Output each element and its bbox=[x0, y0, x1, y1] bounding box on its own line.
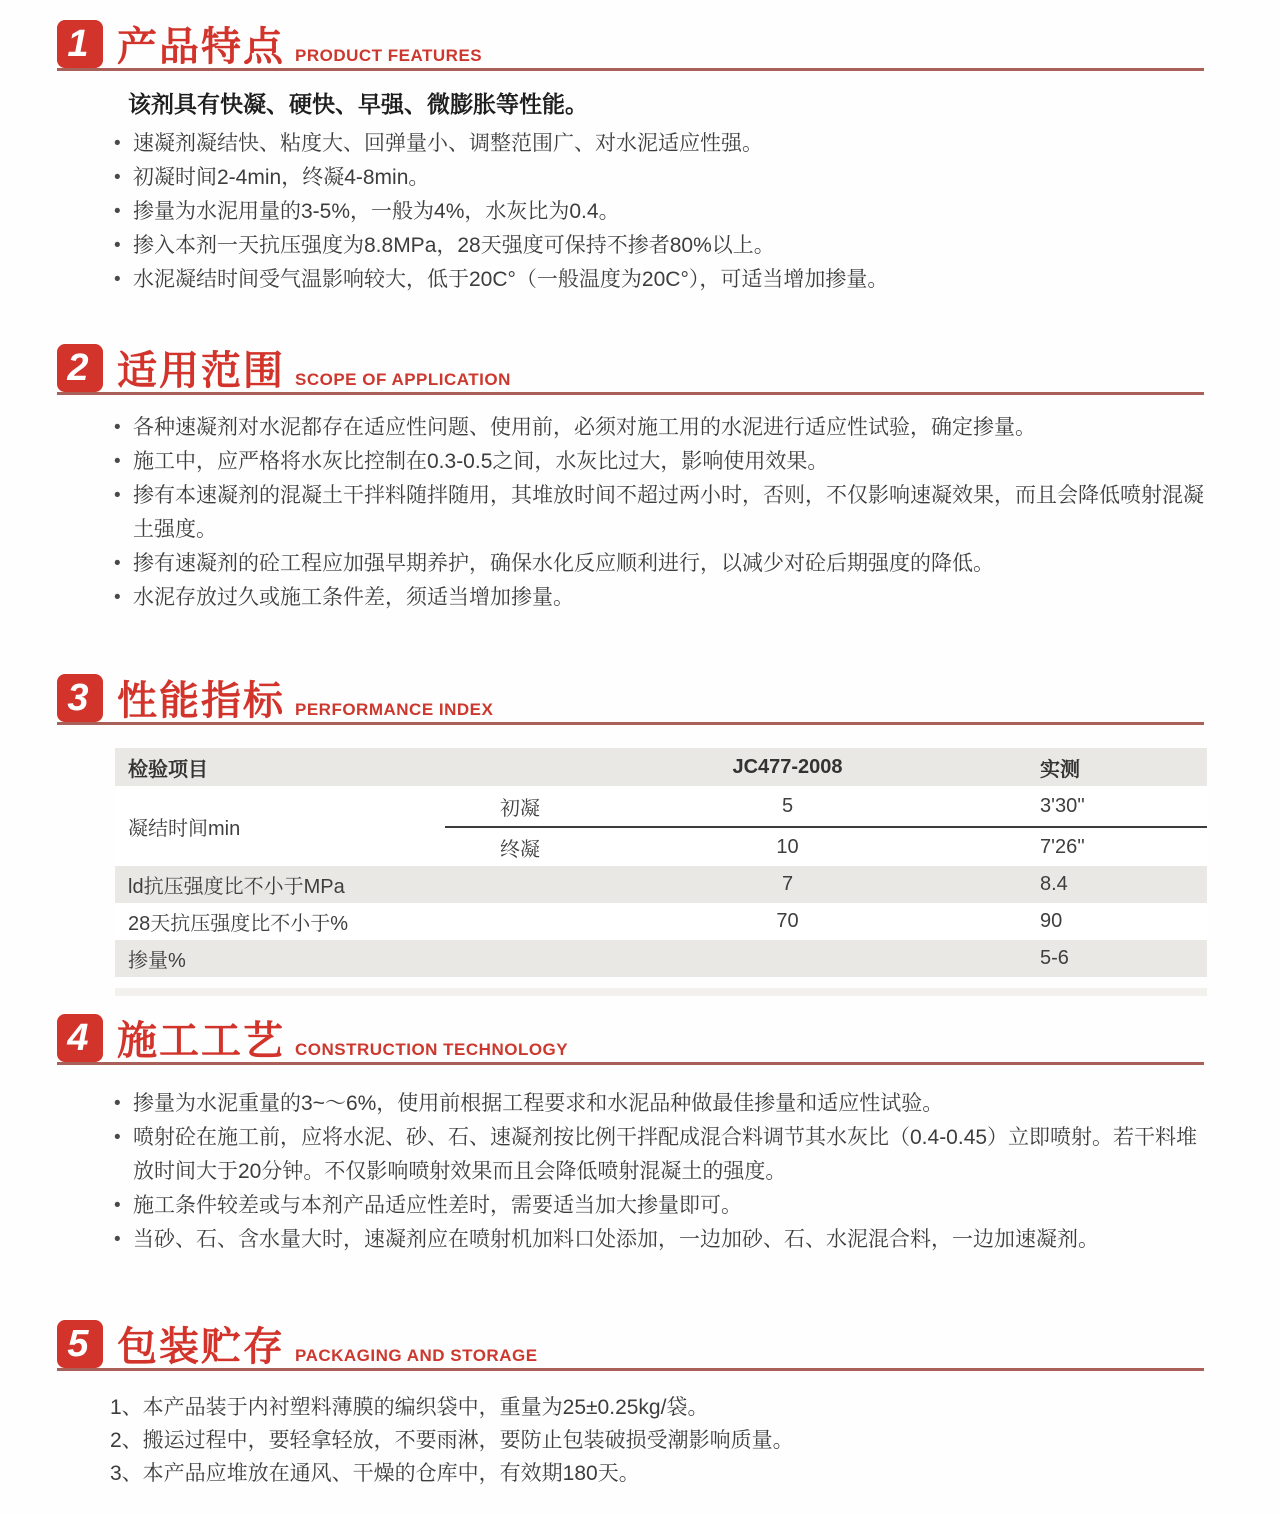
cell-row-label: ld抗压强度比不小于MPa bbox=[128, 876, 345, 898]
section-number-badge: 1 bbox=[57, 20, 103, 68]
section-title-en: PERFORMANCE INDEX bbox=[295, 700, 494, 719]
table-row-1d-strength bbox=[115, 866, 1207, 903]
section-title-cn: 包装贮存 bbox=[117, 1325, 285, 1369]
features-intro-line: 该剂具有快凝、硬快、早强、微膨胀等性能。 bbox=[128, 91, 588, 117]
bullet-item: • 水泥凝结时间受气温影响较大，低于20C°（一般温度为20C°），可适当增加掺量。 bbox=[112, 263, 1212, 297]
header-cell-item: 检验项目 bbox=[128, 758, 208, 781]
section-title-cn: 产品特点 bbox=[117, 25, 285, 69]
header-cell-measured: 实测 bbox=[1040, 758, 1080, 781]
section-header bbox=[57, 1012, 1204, 1065]
section-number-badge: 2 bbox=[57, 344, 103, 392]
bullet-item: • 速凝剂凝结快、粘度大、回弹量小、调整范围广、对水泥适应性强。 bbox=[112, 127, 1212, 161]
cell-standard-value: 10 bbox=[776, 835, 799, 858]
cell-standard-value: 70 bbox=[776, 910, 799, 932]
section-title-cn: 性能指标 bbox=[117, 679, 285, 723]
header-cell-standard: JC477-2008 bbox=[732, 755, 843, 778]
table-row-dosage bbox=[115, 940, 1207, 977]
table-header-row bbox=[115, 748, 1207, 786]
table-subrow-final-set bbox=[445, 826, 1207, 866]
section-title-cn: 适用范围 bbox=[117, 349, 285, 393]
section-title-en: CONSTRUCTION TECHNOLOGY bbox=[295, 1040, 569, 1059]
cell-standard-value: 5 bbox=[781, 794, 794, 817]
construction-bullet-list bbox=[112, 1087, 1212, 1257]
section-scope-of-application bbox=[0, 342, 1280, 615]
table-bottom-strip bbox=[115, 988, 1207, 996]
bullet-item: • 当砂、石、含水量大时，速凝剂应在喷射机加料口处添加，一边加砂、石、水泥混合料，一边加速凝剂。 bbox=[112, 1223, 1212, 1257]
table-subrow-initial-set bbox=[445, 786, 1207, 826]
bullet-item: • 施工条件较差或与本剂产品适应性差时，需要适当加大掺量即可。 bbox=[112, 1189, 1212, 1223]
cell-measured-value: 3'30'' bbox=[1040, 794, 1085, 817]
cell-sub-label: 终凝 bbox=[500, 838, 540, 861]
setting-time-subrows bbox=[445, 786, 1207, 866]
section-title-cn: 施工工艺 bbox=[117, 1019, 285, 1063]
bullet-item: • 施工中，应严格将水灰比控制在0.3-0.5之间，水灰比过大，影响使用效果。 bbox=[112, 445, 1212, 479]
section-performance-index bbox=[0, 672, 1280, 725]
performance-table bbox=[115, 748, 1207, 996]
cell-row-label: 掺量% bbox=[128, 950, 186, 972]
section-construction-technology bbox=[0, 1012, 1280, 1257]
bullet-item: • 初凝时间2-4min，终凝4-8min。 bbox=[112, 161, 1212, 195]
numbered-item: 1、本产品装于内衬塑料薄膜的编织袋中，重量为25±0.25kg/袋。 bbox=[110, 1396, 709, 1419]
section-number-badge: 5 bbox=[57, 1320, 103, 1368]
bullet-item: • 各种速凝剂对水泥都存在适应性问题、使用前，必须对施工用的水泥进行适应性试验，确定掺量。 bbox=[112, 411, 1212, 445]
section-number-badge: 3 bbox=[57, 674, 103, 722]
cell-standard-value: 7 bbox=[781, 873, 794, 895]
section-header bbox=[57, 342, 1204, 395]
section-header bbox=[57, 1318, 1204, 1371]
cell-measured-value: 8.4 bbox=[1040, 873, 1068, 895]
cell-measured-value: 7'26'' bbox=[1040, 835, 1085, 858]
table-row-setting-time bbox=[115, 786, 1207, 866]
cell-measured-value: 90 bbox=[1040, 910, 1063, 932]
bullet-item: • 掺有速凝剂的砼工程应加强早期养护，确保水化反应顺利进行，以减少对砼后期强度的降低。 bbox=[112, 547, 1212, 581]
section-number-badge: 4 bbox=[57, 1014, 103, 1062]
packaging-numbered-list bbox=[110, 1391, 1220, 1490]
section-title-en: PACKAGING AND STORAGE bbox=[295, 1346, 538, 1365]
bullet-item: • 掺量为水泥重量的3~～6%，使用前根据工程要求和水泥品种做最佳掺量和适应性试验。 bbox=[112, 1087, 1212, 1121]
bullet-item: • 水泥存放过久或施工条件差，须适当增加掺量。 bbox=[112, 581, 1212, 615]
section-title-en: PRODUCT FEATURES bbox=[295, 46, 483, 65]
section-header bbox=[57, 672, 1204, 725]
cell-measured-value: 5-6 bbox=[1040, 947, 1069, 969]
features-bullet-list bbox=[112, 127, 1212, 297]
cell-setting-time-label: 凝结时间min bbox=[128, 817, 241, 840]
bullet-item: • 掺量为水泥用量的3-5%，一般为4%，水灰比为0.4。 bbox=[112, 195, 1212, 229]
section-title-en: SCOPE OF APPLICATION bbox=[295, 370, 511, 389]
bullet-item: • 掺入本剂一天抗压强度为8.8MPa，28天强度可保持不掺者80%以上。 bbox=[112, 229, 1212, 263]
cell-row-label: 28天抗压强度比不小于% bbox=[128, 913, 349, 935]
numbered-item: 3、本产品应堆放在通风、干燥的仓库中，有效期180天。 bbox=[110, 1462, 640, 1485]
bullet-item: • 喷射砼在施工前，应将水泥、砂、石、速凝剂按比例干拌配成混合料调节其水灰比（0.4-0.45）立即喷射。若干料堆放时间大于20分钟。不仅影响喷射效果而且会降低喷射混凝土的强度。 bbox=[112, 1121, 1212, 1189]
numbered-item: 2、搬运过程中，要轻拿轻放，不要雨淋，要防止包装破损受潮影响质量。 bbox=[110, 1429, 794, 1452]
scope-bullet-list bbox=[112, 411, 1212, 615]
bullet-item: • 掺有本速凝剂的混凝土干拌料随拌随用，其堆放时间不超过两小时，否则，不仅影响速凝效果，而且会降低喷射混凝土强度。 bbox=[112, 479, 1212, 547]
section-header bbox=[57, 18, 1204, 71]
cell-sub-label: 初凝 bbox=[500, 797, 540, 820]
section-packaging-storage bbox=[0, 1318, 1280, 1490]
section-product-features bbox=[0, 18, 1280, 297]
table-row-28d-strength bbox=[115, 903, 1207, 940]
